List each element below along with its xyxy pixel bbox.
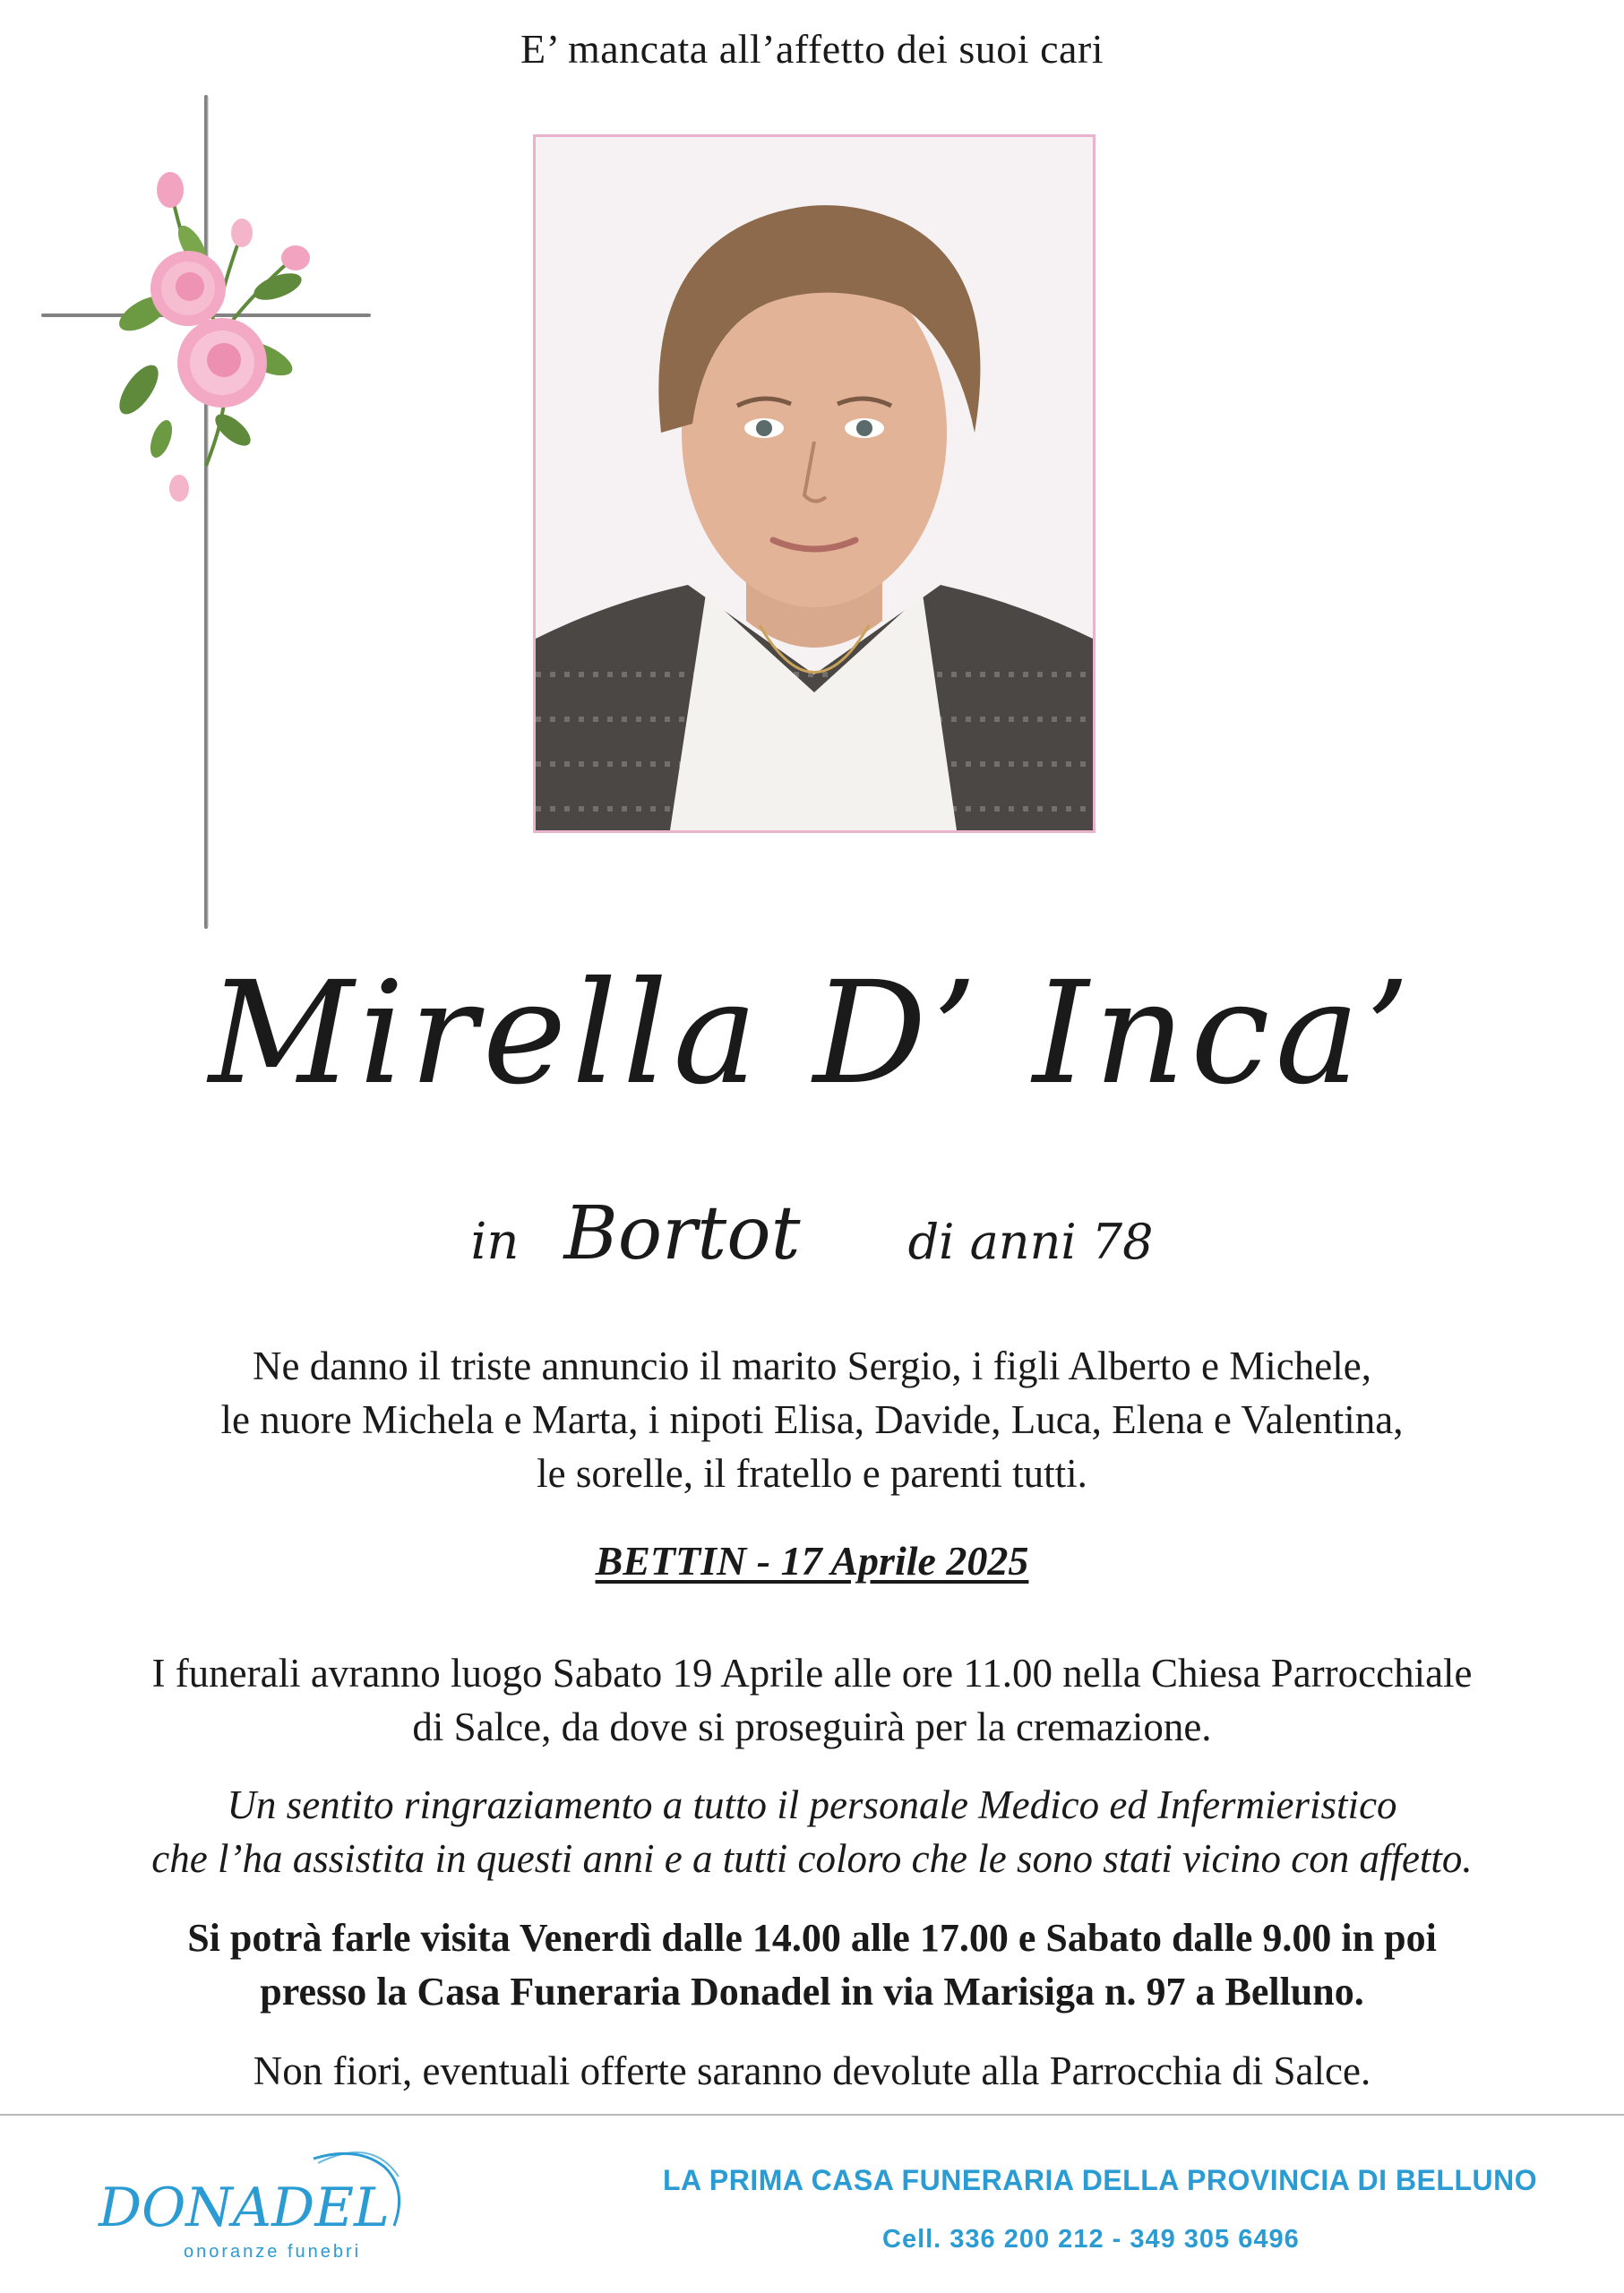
rose-icon [112,172,310,502]
portrait-photo [533,134,1096,833]
deceased-name: Mirella D’ Inca’ [208,951,1416,1116]
logo-name: DONADEL [99,2177,390,2239]
thanks-line: che l’ha assistita in questi anni e a tutti coloro che le sono stati vicino con affetto. [151,1836,1473,1881]
age-text: di anni 78 [907,1214,1154,1270]
funeral-paragraph [0,1646,1624,1754]
footer-phone: Cell. 336 200 212 - 349 305 6496 [882,2225,1300,2254]
deceased-subtitle [0,1191,1624,1276]
announcement-line: le nuore Michela e Marta, i nipoti Elisa, Davide, Luca, Elena e Valentina, [220,1397,1404,1442]
announcement-line: Ne danno il triste annuncio il marito Sergio, i figli Alberto e Michele, [253,1344,1371,1388]
flowers-note: Non fiori, eventuali offerte saranno devolute alla Parrocchia di Salce. [253,2048,1371,2093]
logo-subtitle: onoranze funebri [184,2242,362,2262]
donadel-logo [90,2141,466,2275]
married-prefix: in [470,1213,520,1271]
visit-line: Si potrà farle visita Venerdì dalle 14.00 alle 17.00 e Sabato dalle 9.00 in poi [187,1916,1437,1960]
place-date: BETTIN - 17 Aprile 2025 [595,1538,1029,1584]
thanks-line: Un sentito ringraziamento a tutto il personale Medico ed Infermieristico [227,1782,1397,1827]
married-name: Bortot [563,1191,801,1276]
thanks-paragraph [0,1778,1624,1885]
footer-divider [0,2114,1624,2116]
funeral-line: I funerali avranno luogo Sabato 19 Aprile alle ore 11.00 nella Chiesa Parrocchiale [151,1651,1473,1696]
footer-tagline: LA PRIMA CASA FUNERARIA DELLA PROVINCIA DI BELLUNO [663,2164,1538,2196]
cross-icon [36,90,376,932]
announcement-paragraph [0,1339,1624,1500]
funeral-line: di Salce, da dove si proseguirà per la cremazione. [412,1705,1212,1749]
announcement-line: le sorelle, il fratello e parenti tutti. [537,1451,1087,1496]
intro-text: E’ mancata all’affetto dei suoi cari [520,26,1104,72]
visit-line: presso la Casa Funeraria Donadel in via Marisiga n. 97 a Belluno. [260,1970,1364,2014]
visit-paragraph [0,1911,1624,2019]
